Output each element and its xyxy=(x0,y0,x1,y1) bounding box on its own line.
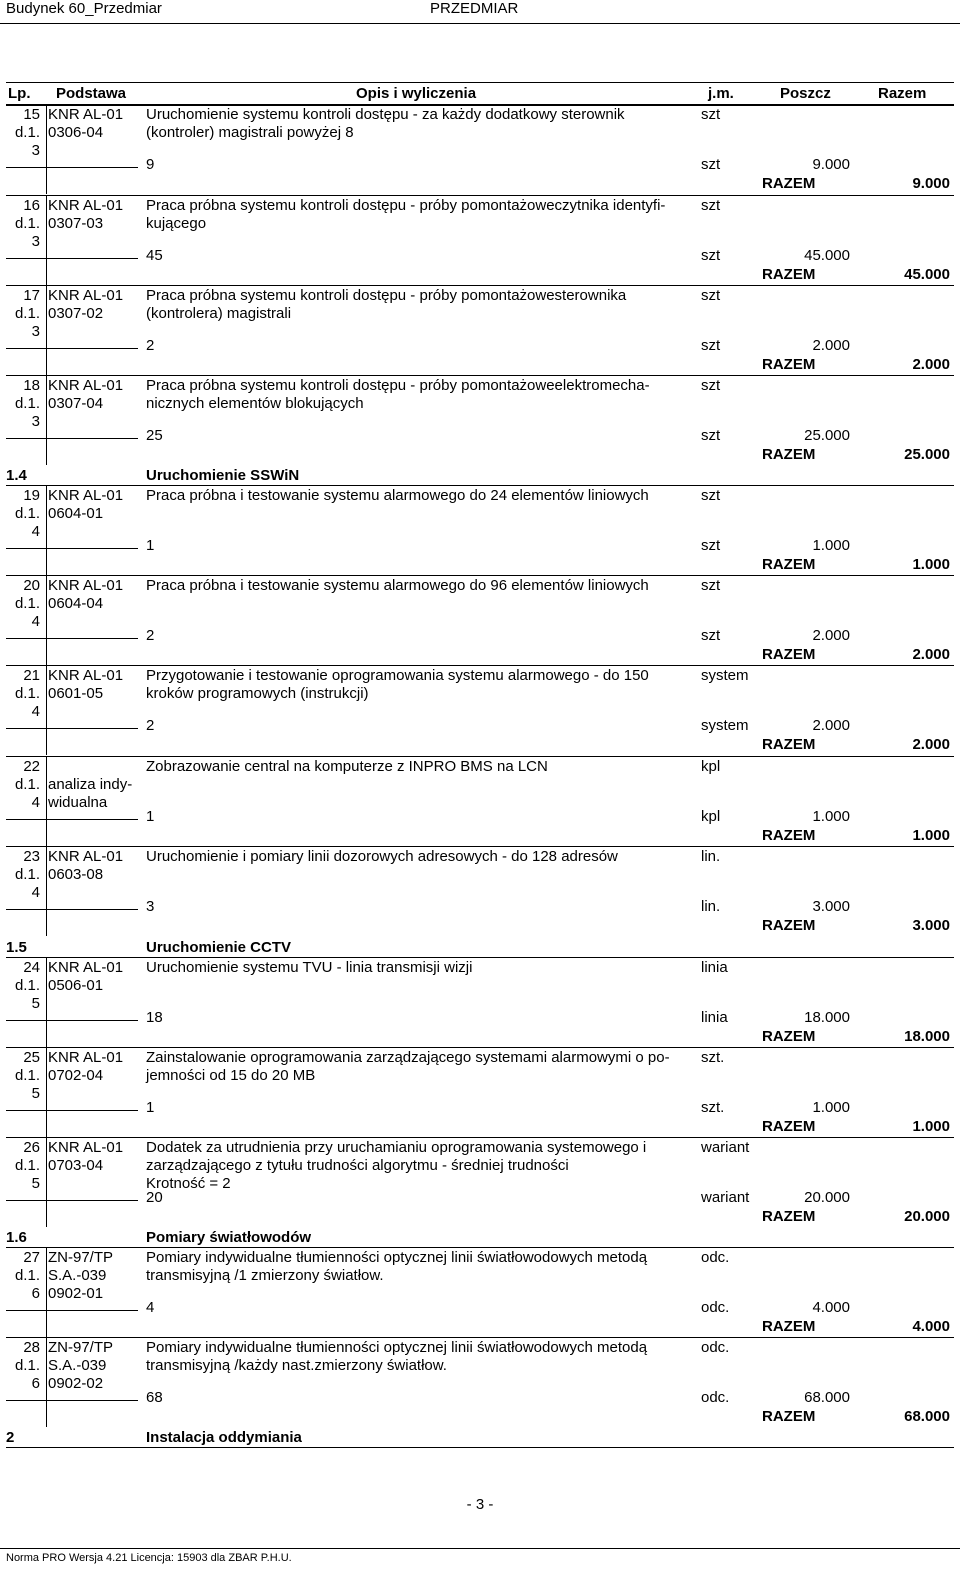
item-number: d.1. xyxy=(14,685,40,702)
column-header-row xyxy=(6,82,954,106)
item-basis: KNR AL-01 xyxy=(48,377,124,394)
item-quantity-unit: szt xyxy=(701,247,721,264)
item-quantity-unit: szt xyxy=(701,156,721,173)
section-heading xyxy=(6,467,954,485)
item-description: Dodatek za utrudnienia przy uruchamianiu oprogramowania systemowego i xyxy=(146,1139,647,1156)
item-description: Praca próbna i testowanie systemu alarmowego do 24 elementów liniowych xyxy=(146,487,649,504)
item-top-border xyxy=(6,957,954,958)
item-quantity: 4 xyxy=(146,1299,155,1316)
item-basis: 0603-08 xyxy=(48,866,104,883)
item-number: 16 xyxy=(23,197,40,214)
item-quantity-unit: linia xyxy=(701,1009,728,1026)
item-total-label: RAZEM xyxy=(762,1028,816,1045)
item-basis-divider xyxy=(6,638,138,639)
item-column-divider xyxy=(46,285,47,375)
item-top-border xyxy=(6,195,954,196)
item-partial-value: 9.000 xyxy=(812,156,850,173)
item-total-value: 1.000 xyxy=(912,827,950,844)
item-number: d.1. xyxy=(14,595,40,612)
item-basis-divider xyxy=(6,1400,138,1401)
item-description: Uruchomienie i pomiary linii dozorowych adresowych - do 128 adresów xyxy=(146,848,618,865)
section-heading xyxy=(6,939,954,957)
item-basis: KNR AL-01 xyxy=(48,106,124,123)
item-quantity-unit: system xyxy=(701,717,749,734)
item-unit: system xyxy=(701,667,749,684)
item-number: 4 xyxy=(31,884,40,901)
item-total-label: RAZEM xyxy=(762,1208,816,1225)
item-number: 6 xyxy=(31,1285,40,1302)
item-basis: KNR AL-01 xyxy=(48,287,124,304)
item-total-value: 18.000 xyxy=(904,1028,950,1045)
item-number: 4 xyxy=(31,794,40,811)
item-number: 17 xyxy=(23,287,40,304)
column-poszcz: Poszcz xyxy=(780,85,831,102)
item-quantity: 68 xyxy=(146,1389,163,1406)
item-unit: szt xyxy=(701,487,721,504)
item-basis: KNR AL-01 xyxy=(48,959,124,976)
item-quantity: 20 xyxy=(146,1189,163,1206)
item-number: 4 xyxy=(31,613,40,630)
item-total-value: 45.000 xyxy=(904,266,950,283)
item-number: 4 xyxy=(31,523,40,540)
item-partial-value: 2.000 xyxy=(812,337,850,354)
estimate-item xyxy=(6,104,954,194)
item-number: 3 xyxy=(31,413,40,430)
item-basis: ZN-97/TP xyxy=(48,1249,114,1266)
item-top-border xyxy=(6,1247,954,1248)
item-partial-value: 2.000 xyxy=(812,717,850,734)
item-total-value: 25.000 xyxy=(904,446,950,463)
item-basis: KNR AL-01 xyxy=(48,577,124,594)
estimate-item xyxy=(6,957,954,1047)
item-top-border xyxy=(6,756,954,757)
item-total-label: RAZEM xyxy=(762,736,816,753)
estimate-item xyxy=(6,375,954,465)
item-number: 3 xyxy=(31,323,40,340)
item-basis: KNR AL-01 xyxy=(48,197,124,214)
item-unit: kpl xyxy=(701,758,721,775)
item-number: 5 xyxy=(31,995,40,1012)
item-basis-divider xyxy=(6,548,138,549)
item-basis: 0902-01 xyxy=(48,1285,104,1302)
item-number: 24 xyxy=(23,959,40,976)
item-basis-divider xyxy=(6,819,138,820)
item-total-label: RAZEM xyxy=(762,446,816,463)
item-number: 3 xyxy=(31,233,40,250)
item-quantity-unit: szt xyxy=(701,627,721,644)
item-number: 15 xyxy=(23,106,40,123)
item-unit: szt. xyxy=(701,1049,725,1066)
estimate-item xyxy=(6,575,954,665)
item-description: Krotność = 2 xyxy=(146,1175,231,1192)
item-number: d.1. xyxy=(14,395,40,412)
section-title: Instalacja oddymiania xyxy=(146,1429,302,1446)
item-column-divider xyxy=(46,1247,47,1337)
item-basis: widualna xyxy=(48,794,108,811)
item-basis: KNR AL-01 xyxy=(48,1049,124,1066)
item-total-value: 3.000 xyxy=(912,917,950,934)
estimate-item xyxy=(6,285,954,375)
item-partial-value: 1.000 xyxy=(812,537,850,554)
item-number: d.1. xyxy=(14,124,40,141)
item-total-value: 68.000 xyxy=(904,1408,950,1425)
item-description: kroków programowych (instrukcji) xyxy=(146,685,369,702)
item-basis: 0703-04 xyxy=(48,1157,104,1174)
item-description: jemności od 15 do 20 MB xyxy=(146,1067,316,1084)
item-description: Przygotowanie i testowanie oprogramowania systemu alarmowego - do 150 xyxy=(146,667,649,684)
item-quantity: 2 xyxy=(146,337,155,354)
item-quantity-unit: szt xyxy=(701,337,721,354)
item-description: Praca próbna i testowanie systemu alarmowego do 96 elementów liniowych xyxy=(146,577,649,594)
item-partial-value: 1.000 xyxy=(812,808,850,825)
item-number: 3 xyxy=(31,142,40,159)
document-type: PRZEDMIAR xyxy=(430,0,519,17)
item-basis: 0702-04 xyxy=(48,1067,104,1084)
item-quantity: 2 xyxy=(146,717,155,734)
item-basis: 0902-02 xyxy=(48,1375,104,1392)
item-basis-divider xyxy=(6,728,138,729)
table-bottom-border xyxy=(6,1447,954,1448)
item-top-border xyxy=(6,1047,954,1048)
item-partial-value: 18.000 xyxy=(804,1009,850,1026)
item-basis-divider xyxy=(6,1020,138,1021)
column-opis: Opis i wyliczenia xyxy=(356,85,477,102)
item-column-divider xyxy=(46,104,47,194)
document-name: Budynek 60_Przedmiar xyxy=(6,0,162,17)
item-unit: szt xyxy=(701,577,721,594)
column-razem: Razem xyxy=(878,85,927,102)
item-description: Uruchomienie systemu kontroli dostępu - za każdy dodatkowy sterownik xyxy=(146,106,625,123)
item-number: 5 xyxy=(31,1175,40,1192)
footer-divider xyxy=(0,1548,960,1549)
item-top-border xyxy=(6,104,954,105)
item-number: 5 xyxy=(31,1085,40,1102)
item-description: Praca próbna systemu kontroli dostępu - próby pomontażoweczytnika identyfi- xyxy=(146,197,666,214)
item-number: d.1. xyxy=(14,1357,40,1374)
footer-license: Norma PRO Wersja 4.21 Licencja: 15903 dla ZBAR P.H.U. xyxy=(6,1552,292,1564)
item-quantity-unit: wariant xyxy=(701,1189,750,1206)
item-quantity-unit: kpl xyxy=(701,808,721,825)
item-description: zarządzającego z tytułu trudności algorytmu - średniej trudności xyxy=(146,1157,569,1174)
item-top-border xyxy=(6,665,954,666)
item-unit: szt xyxy=(701,287,721,304)
item-number: d.1. xyxy=(14,977,40,994)
item-total-label: RAZEM xyxy=(762,917,816,934)
item-column-divider xyxy=(46,375,47,465)
item-description: (kontroler) magistrali powyżej 8 xyxy=(146,124,354,141)
item-number: d.1. xyxy=(14,1157,40,1174)
item-column-divider xyxy=(46,575,47,665)
page-number: - 3 - xyxy=(466,1496,494,1513)
item-basis: S.A.-039 xyxy=(48,1267,107,1284)
item-basis-divider xyxy=(6,167,138,168)
item-number: d.1. xyxy=(14,1267,40,1284)
item-total-label: RAZEM xyxy=(762,1118,816,1135)
item-number: d.1. xyxy=(14,866,40,883)
item-basis-divider xyxy=(6,438,138,439)
estimate-item xyxy=(6,756,954,846)
item-quantity: 1 xyxy=(146,537,155,554)
item-column-divider xyxy=(46,756,47,846)
item-basis: ZN-97/TP xyxy=(48,1339,114,1356)
item-unit: szt xyxy=(701,197,721,214)
item-column-divider xyxy=(46,846,47,936)
item-unit: linia xyxy=(701,959,728,976)
item-quantity-unit: szt. xyxy=(701,1099,725,1116)
item-total-value: 1.000 xyxy=(912,1118,950,1135)
item-description: Praca próbna systemu kontroli dostępu - próby pomontażoweelektromecha- xyxy=(146,377,650,394)
item-top-border xyxy=(6,375,954,376)
item-column-divider xyxy=(46,957,47,1047)
estimate-item xyxy=(6,1247,954,1337)
item-quantity-unit: lin. xyxy=(701,898,721,915)
item-description: Pomiary indywidualne tłumienności optycznej linii światłowodowych metodą xyxy=(146,1339,648,1356)
item-description: nicznych elementów blokujących xyxy=(146,395,364,412)
item-number: 19 xyxy=(23,487,40,504)
item-number: 28 xyxy=(23,1339,40,1356)
item-partial-value: 4.000 xyxy=(812,1299,850,1316)
estimate-item xyxy=(6,485,954,575)
estimate-item xyxy=(6,1137,954,1227)
item-total-label: RAZEM xyxy=(762,1318,816,1335)
section-number: 1.6 xyxy=(6,1229,27,1246)
item-basis-divider xyxy=(6,258,138,259)
item-basis: 0604-04 xyxy=(48,595,104,612)
item-basis: KNR AL-01 xyxy=(48,848,124,865)
item-quantity-unit: szt xyxy=(701,537,721,554)
section-heading xyxy=(6,1229,954,1247)
item-number: 6 xyxy=(31,1375,40,1392)
item-basis: 0306-04 xyxy=(48,124,104,141)
item-quantity: 9 xyxy=(146,156,155,173)
column-lp: Lp. xyxy=(8,85,31,102)
item-total-label: RAZEM xyxy=(762,646,816,663)
item-basis: analiza indy- xyxy=(48,776,133,793)
item-number: 26 xyxy=(23,1139,40,1156)
item-description: (kontrolera) magistrali xyxy=(146,305,292,322)
item-number: d.1. xyxy=(14,305,40,322)
item-partial-value: 1.000 xyxy=(812,1099,850,1116)
estimate-item xyxy=(6,1337,954,1427)
item-total-value: 1.000 xyxy=(912,556,950,573)
item-unit: lin. xyxy=(701,848,721,865)
section-number: 2 xyxy=(6,1429,15,1446)
column-jm: j.m. xyxy=(708,85,734,102)
item-top-border xyxy=(6,485,954,486)
item-total-value: 4.000 xyxy=(912,1318,950,1335)
estimate-item xyxy=(6,665,954,755)
item-number: 4 xyxy=(31,703,40,720)
item-basis: KNR AL-01 xyxy=(48,1139,124,1156)
item-number: 25 xyxy=(23,1049,40,1066)
item-description: transmisyjną /1 zmierzony światłow. xyxy=(146,1267,384,1284)
item-basis-divider xyxy=(6,1200,138,1201)
item-partial-value: 2.000 xyxy=(812,627,850,644)
item-column-divider xyxy=(46,665,47,755)
item-basis: KNR AL-01 xyxy=(48,487,124,504)
item-quantity: 1 xyxy=(146,808,155,825)
item-top-border xyxy=(6,1337,954,1338)
item-top-border xyxy=(6,1137,954,1138)
item-quantity: 3 xyxy=(146,898,155,915)
section-number: 1.4 xyxy=(6,467,27,484)
item-description: kującego xyxy=(146,215,207,232)
item-unit: odc. xyxy=(701,1339,730,1356)
item-top-border xyxy=(6,575,954,576)
item-total-value: 2.000 xyxy=(912,736,950,753)
item-column-divider xyxy=(46,1047,47,1137)
item-total-label: RAZEM xyxy=(762,356,816,373)
item-description: transmisyjną /każdy nast.zmierzony światłow. xyxy=(146,1357,447,1374)
item-description: Uruchomienie systemu TVU - linia transmisji wizji xyxy=(146,959,473,976)
item-basis-divider xyxy=(6,348,138,349)
item-number: 22 xyxy=(23,758,40,775)
item-quantity: 2 xyxy=(146,627,155,644)
item-total-value: 20.000 xyxy=(904,1208,950,1225)
header-divider xyxy=(0,23,960,24)
item-basis: KNR AL-01 xyxy=(48,667,124,684)
item-total-value: 9.000 xyxy=(912,175,950,192)
section-title: Uruchomienie CCTV xyxy=(146,939,292,956)
item-number: d.1. xyxy=(14,1067,40,1084)
item-quantity-unit: odc. xyxy=(701,1299,730,1316)
item-unit: szt xyxy=(701,377,721,394)
item-total-label: RAZEM xyxy=(762,1408,816,1425)
item-description: Zainstalowanie oprogramowania zarządzającego systemami alarmowymi o po- xyxy=(146,1049,670,1066)
item-quantity: 45 xyxy=(146,247,163,264)
item-column-divider xyxy=(46,1137,47,1227)
section-number: 1.5 xyxy=(6,939,27,956)
item-partial-value: 3.000 xyxy=(812,898,850,915)
item-basis: 0307-03 xyxy=(48,215,104,232)
item-column-divider xyxy=(46,1337,47,1427)
item-basis-divider xyxy=(6,909,138,910)
item-partial-value: 68.000 xyxy=(804,1389,850,1406)
item-partial-value: 45.000 xyxy=(804,247,850,264)
item-number: 18 xyxy=(23,377,40,394)
item-unit: odc. xyxy=(701,1249,730,1266)
section-heading xyxy=(6,1429,954,1447)
item-total-label: RAZEM xyxy=(762,556,816,573)
item-description: Pomiary indywidualne tłumienności optycznej linii światłowodowych metodą xyxy=(146,1249,648,1266)
item-basis: S.A.-039 xyxy=(48,1357,107,1374)
item-number: 27 xyxy=(23,1249,40,1266)
item-basis-divider xyxy=(6,1310,138,1311)
estimate-item xyxy=(6,846,954,936)
item-number: 21 xyxy=(23,667,40,684)
item-number: 23 xyxy=(23,848,40,865)
item-basis: 0604-01 xyxy=(48,505,104,522)
item-quantity-unit: szt xyxy=(701,427,721,444)
item-number: d.1. xyxy=(14,215,40,232)
item-basis: 0307-04 xyxy=(48,395,104,412)
item-quantity: 18 xyxy=(146,1009,163,1026)
section-title: Pomiary światłowodów xyxy=(146,1229,312,1246)
item-description: Praca próbna systemu kontroli dostępu - próby pomontażowesterownika xyxy=(146,287,627,304)
item-partial-value: 20.000 xyxy=(804,1189,850,1206)
item-description: Zobrazowanie central na komputerze z INPRO BMS na LCN xyxy=(146,758,548,775)
item-basis: 0601-05 xyxy=(48,685,104,702)
item-number: d.1. xyxy=(14,776,40,793)
item-partial-value: 25.000 xyxy=(804,427,850,444)
item-total-value: 2.000 xyxy=(912,646,950,663)
item-column-divider xyxy=(46,195,47,285)
item-quantity-unit: odc. xyxy=(701,1389,730,1406)
estimate-item xyxy=(6,1047,954,1137)
estimate-item xyxy=(6,195,954,285)
item-basis-divider xyxy=(6,1110,138,1111)
item-unit: szt xyxy=(701,106,721,123)
item-quantity: 25 xyxy=(146,427,163,444)
item-total-label: RAZEM xyxy=(762,175,816,192)
item-unit: wariant xyxy=(701,1139,750,1156)
item-basis: 0307-02 xyxy=(48,305,104,322)
item-basis: 0506-01 xyxy=(48,977,104,994)
item-top-border xyxy=(6,285,954,286)
item-quantity: 1 xyxy=(146,1099,155,1116)
item-total-value: 2.000 xyxy=(912,356,950,373)
item-column-divider xyxy=(46,485,47,575)
item-number: d.1. xyxy=(14,505,40,522)
section-title: Uruchomienie SSWiN xyxy=(146,467,300,484)
item-number: 20 xyxy=(23,577,40,594)
item-total-label: RAZEM xyxy=(762,827,816,844)
item-top-border xyxy=(6,846,954,847)
column-podstawa: Podstawa xyxy=(56,85,127,102)
item-total-label: RAZEM xyxy=(762,266,816,283)
